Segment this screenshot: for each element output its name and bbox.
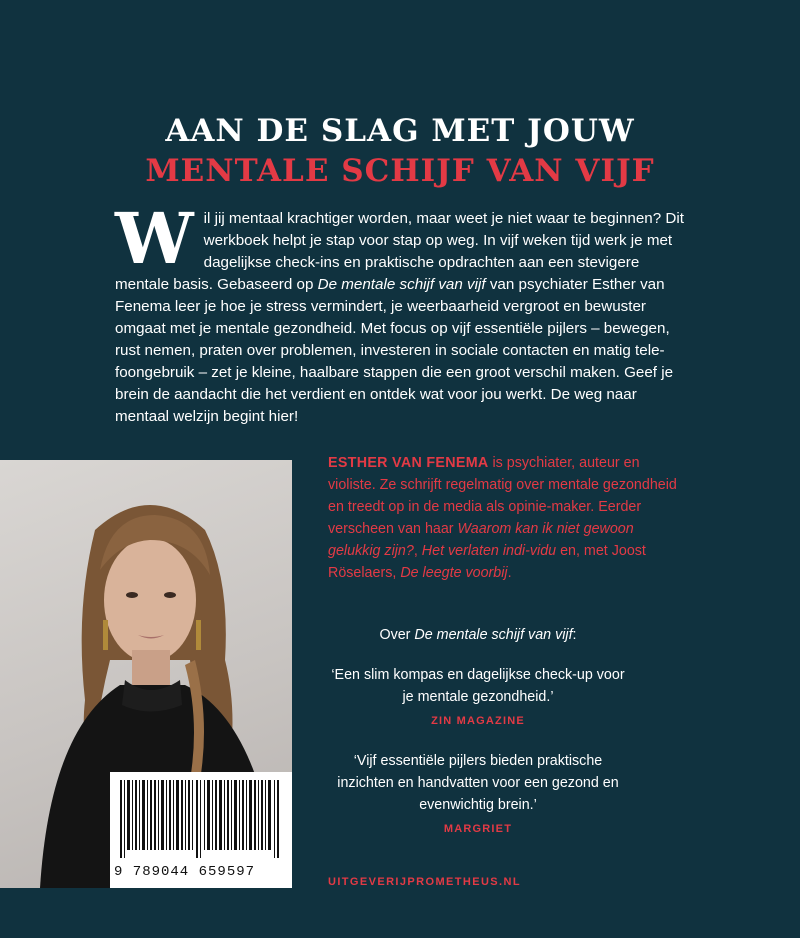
review-source: MARGRIET [443,823,513,835]
reviews-intro-suffix: : [572,627,577,643]
bio-book-1: Waarom kan ik niet gewoon gelukkig zijn? [328,521,634,559]
cover-title [0,111,800,191]
reviews-intro-prefix: Over [379,627,415,643]
isbn-barcode [110,772,292,888]
bio-book-2: Het verlaten indi-vidu [421,543,557,559]
intro-text-part-1: il jij mentaal krachtiger worden, maar weet je niet waar te beginnen? Dit werkboek helpt je stap voor stap op weg. In vijf weken tijd werk je met dagelijkse check-ins en praktische opdrachten aan een stevigere mentale basis. Gebaseerd op [115,210,684,293]
dropcap-letter: W [115,197,194,280]
review-quote: ‘Een slim kompas en dagelijkse check-up voor je mentale gezondheid.’ [331,667,625,705]
publisher-website: UITGEVERIJPROMETHEUS.NL [328,876,521,888]
reviews-section [328,624,628,840]
title-line-1: AAN DE SLAG MET JOUW [165,113,635,150]
bio-text-2: en, met Joost Röselaers, [328,543,646,581]
bio-book-3: De leegte voorbij [400,565,508,581]
author-bio [328,452,688,584]
intro-book-title: De mentale schijf van vijf [317,276,486,293]
intro-paragraph [115,197,690,428]
bio-end: . [507,565,512,581]
author-name: ESTHER VAN FENEMA [328,455,489,471]
review-item [328,750,628,840]
title-line-2: MENTALE SCHIJF VAN VIJF [145,153,655,190]
bio-separator: , [413,543,422,559]
reviews-intro [328,624,628,646]
bio-text-1: is psychiater, auteur en violiste. Ze schrijft regelmatig over mentale gezondheid en treedt op in de media als opinie-maker. Eerder verscheen van haar [328,455,677,537]
barcode-bars [118,780,284,858]
review-quote: ‘Vijf essentiële pijlers bieden praktische inzichten en handvatten voor een gezond en evenwichtig brein.’ [337,753,619,813]
isbn-digits: 9 789044 659597 [114,864,256,880]
reviews-intro-title: De mentale schijf van vijf [414,627,573,643]
review-source: ZIN MAGAZINE [431,715,525,727]
review-item [328,664,628,732]
intro-text-part-2: van psychiater Esther van Fenema leer je hoe je stress vermindert, je weerbaarheid vergroot en bewuster omgaat met je mentale gezondheid. Met focus op vijf essentiële pijlers – bewegen, rust nemen, praten over problemen, investeren in sociale contacten en matig tele-foongebruik – zet je kleine, haalbare stappen die een groot verschil maken. Geef je brein de aandacht die het verdient en ontdek wat voor jou werkt. De weg naar mentaal welzijn begint hier! [115,276,674,425]
